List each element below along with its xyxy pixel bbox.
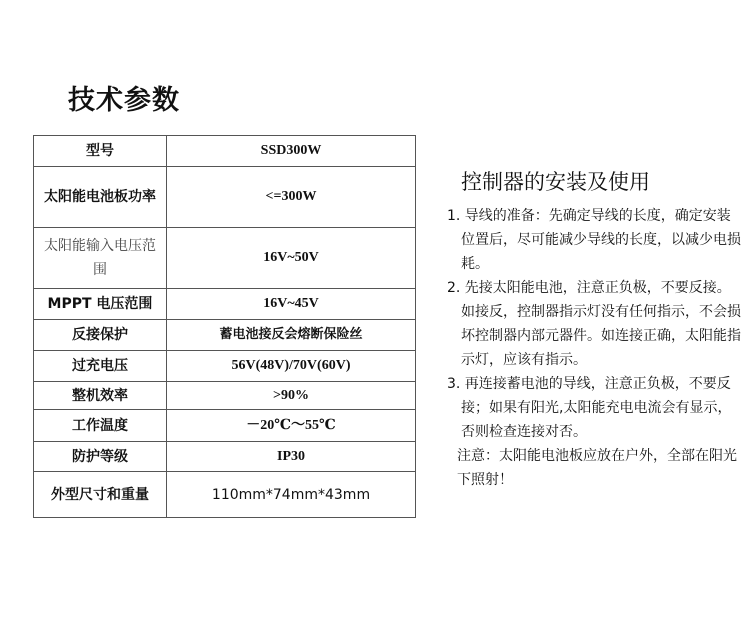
- spec-value-model: SSD300W: [167, 136, 416, 167]
- spec-value-reverse-protection: 蓄电池接反会熔断保险丝: [167, 320, 416, 351]
- spec-label-input-voltage: 太阳能输入电压范围: [34, 228, 167, 289]
- spec-value-size-weight: 110mm*74mm*43mm: [167, 472, 416, 518]
- spec-value-efficiency: >90%: [167, 382, 416, 410]
- table-row: [34, 320, 416, 351]
- spec-value-overcharge-voltage: 56V(48V)/70V(60V): [167, 351, 416, 382]
- spec-label-size-weight: 外型尺寸和重量: [34, 472, 167, 518]
- spec-label-reverse-protection: 反接保护: [34, 320, 167, 351]
- installation-note: 注意：太阳能电池板应放在户外，全部在阳光下照射！: [457, 448, 737, 488]
- installation-step-3: 3. 再连接蓄电池的导线，注意正负极，不要反接；如果有阳光,太阳能充电电流会有显示，否则检查连接对否。: [447, 376, 732, 440]
- table-row: [34, 228, 416, 289]
- spec-value-input-voltage: 16V~50V: [167, 228, 416, 289]
- table-row: [34, 136, 416, 167]
- installation-section: [443, 166, 743, 492]
- installation-title: 控制器的安装及使用: [461, 170, 650, 194]
- spec-label-model: 型号: [34, 136, 167, 167]
- table-row: [34, 351, 416, 382]
- table-row: [34, 442, 416, 472]
- table-row: [34, 410, 416, 442]
- spec-label-protection-class: 防护等级: [34, 442, 167, 472]
- spec-label-panel-power: 太阳能电池板功率: [34, 167, 167, 228]
- spec-label-operating-temp: 工作温度: [34, 410, 167, 442]
- spec-value-operating-temp: －20℃～55℃: [167, 410, 416, 442]
- spec-value-mppt-voltage: 16V~45V: [167, 289, 416, 320]
- table-row: [34, 472, 416, 518]
- spec-label-efficiency: 整机效率: [34, 382, 167, 410]
- installation-step-2: 2. 先接太阳能电池，注意正负极，不要反接。如接反，控制器指示灯没有任何指示，不会损坏控制器内部元器件。如连接正确，太阳能指示灯，应该有指示。: [447, 280, 741, 368]
- page-title: 技术参数: [68, 85, 180, 116]
- table-row: [34, 382, 416, 410]
- spec-table: [33, 135, 416, 518]
- table-row: [34, 289, 416, 320]
- spec-label-overcharge-voltage: 过充电压: [34, 351, 167, 382]
- spec-label-mppt-voltage: MPPT 电压范围: [34, 289, 167, 320]
- spec-value-protection-class: IP30: [167, 442, 416, 472]
- table-row: [34, 167, 416, 228]
- spec-value-panel-power: <=300W: [167, 167, 416, 228]
- installation-step-1: 1. 导线的准备：先确定导线的长度，确定安装位置后，尽可能减少导线的长度，以减少电损耗。: [447, 208, 741, 272]
